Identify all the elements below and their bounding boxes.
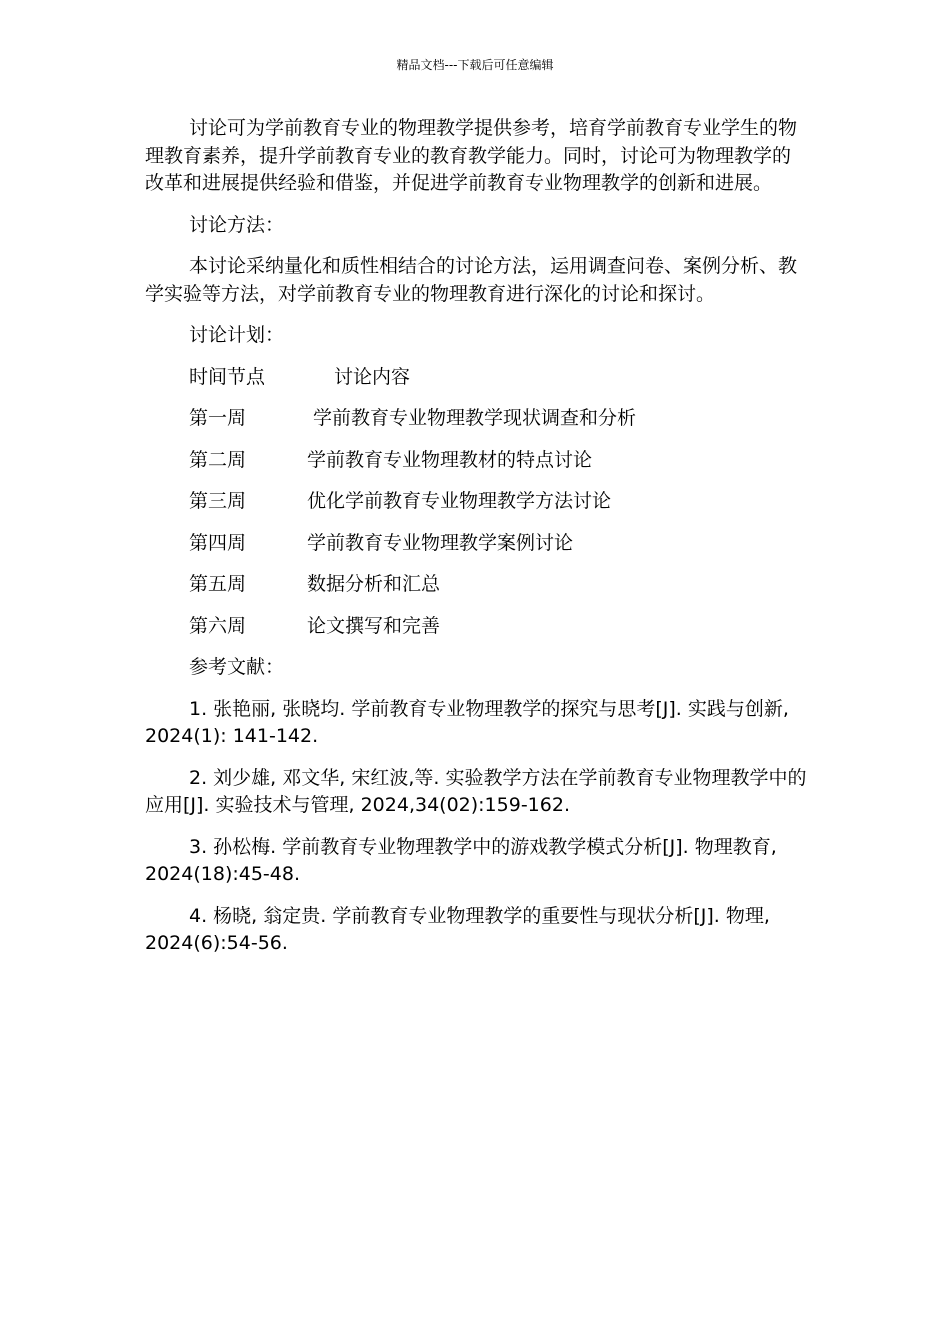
plan-row <box>145 488 807 516</box>
plan-content: 优化学前教育专业物理教学方法讨论 <box>307 490 612 512</box>
reference-item: 2. 刘少雄, 邓文华, 宋红波,等. 实验教学方法在学前教育专业物理教学中的应用[J]. 实验技术与管理, 2024,34(02):159-162. <box>145 766 807 816</box>
method-heading: 讨论方法： <box>189 213 285 236</box>
plan-week: 第一周 <box>189 407 247 429</box>
plan-content: 学前教育专业物理教学案例讨论 <box>307 531 574 554</box>
plan-row <box>145 530 807 558</box>
plan-column-time: 时间节点 <box>189 365 266 388</box>
plan-week: 第二周 <box>189 448 247 471</box>
reference-item: 1. 张艳丽, 张晓均. 学前教育专业物理教学的探究与思考[J]. 实践与创新, 2024(1): 141-142. <box>145 697 789 747</box>
plan-content: 论文撰写和完善 <box>307 614 441 637</box>
plan-header-row <box>145 364 807 392</box>
plan-content: 数据分析和汇总 <box>307 573 441 595</box>
plan-week: 第六周 <box>189 614 247 637</box>
reference-item: 3. 孙松梅. 学前教育专业物理教学中的游戏教学模式分析[J]. 物理教育, 2024(18):45-48. <box>145 835 777 885</box>
plan-row <box>145 405 807 433</box>
page-header: 精品文档---下载后可任意编辑 <box>396 58 554 72</box>
intro-paragraph: 讨论可为学前教育专业的物理教学提供参考，培育学前教育专业学生的物理教育素养，提升学前教育专业的教育教学能力。同时，讨论可为物理教学的改革和进展提供经验和借鉴，并促进学前教育专业物理教学的创新和进展。 <box>145 117 798 194</box>
plan-row <box>145 613 807 641</box>
plan-content: 学前教育专业物理教学现状调查和分析 <box>313 407 637 429</box>
reference-item: 4. 杨晓, 翁定贵. 学前教育专业物理教学的重要性与现状分析[J]. 物理, 2024(6):54-56. <box>145 904 770 954</box>
document-body <box>145 115 807 972</box>
plan-week: 第四周 <box>189 531 247 554</box>
plan-row <box>145 447 807 475</box>
method-paragraph: 本讨论采纳量化和质性相结合的讨论方法，运用调查问卷、案例分析、教学实验等方法，对学前教育专业的物理教育进行深化的讨论和探讨。 <box>145 255 798 305</box>
references-heading: 参考文献： <box>189 656 285 678</box>
plan-week: 第三周 <box>189 490 247 512</box>
plan-row <box>145 571 807 599</box>
plan-week: 第五周 <box>189 573 247 595</box>
plan-content: 学前教育专业物理教材的特点讨论 <box>307 448 593 471</box>
plan-heading: 讨论计划： <box>189 324 285 346</box>
plan-column-content: 讨论内容 <box>334 365 411 388</box>
